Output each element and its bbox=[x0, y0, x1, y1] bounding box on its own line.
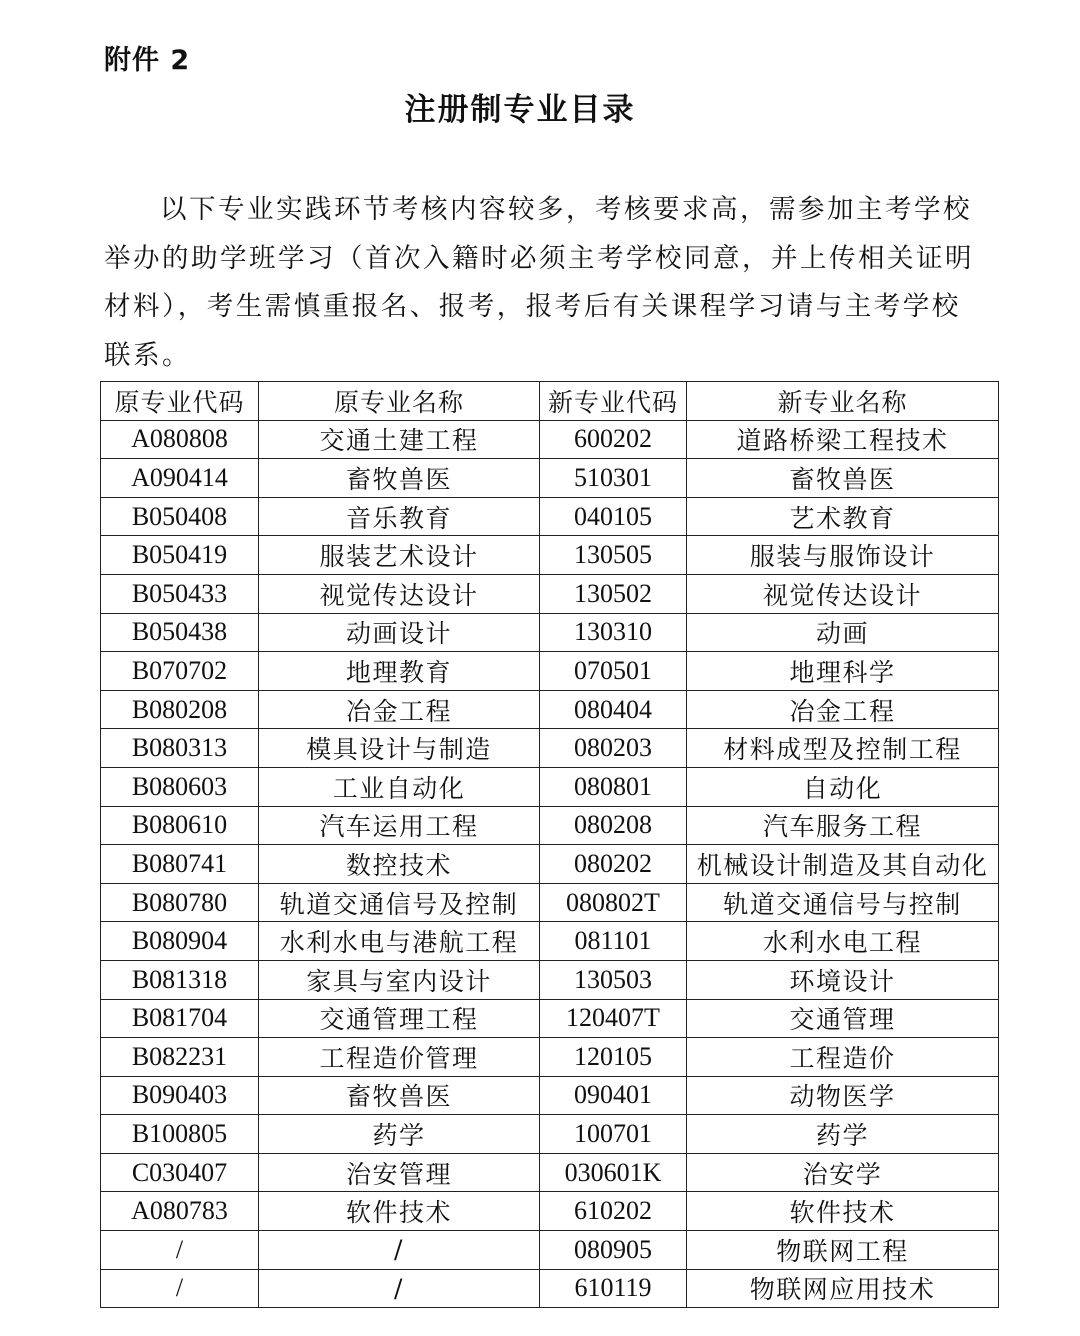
new-code-cell: 130505 bbox=[540, 536, 687, 575]
new-code-cell: 510301 bbox=[540, 459, 687, 498]
new-name-cell: 自动化 bbox=[687, 767, 999, 806]
old-code-cell: B070702 bbox=[101, 652, 259, 691]
old-name-cell: 治安管理 bbox=[259, 1153, 540, 1192]
old-name-cell: 动画设计 bbox=[259, 613, 540, 652]
old-code-cell: B082231 bbox=[101, 1038, 259, 1077]
new-name-cell: 交通管理 bbox=[687, 999, 999, 1038]
new-code-cell: 080404 bbox=[540, 690, 687, 729]
old-code-cell: B081318 bbox=[101, 960, 259, 999]
new-code-cell: 080802T bbox=[540, 883, 687, 922]
old-code-cell: B080904 bbox=[101, 922, 259, 961]
old-code-cell: A080808 bbox=[101, 420, 259, 459]
header-old-code: 原专业代码 bbox=[101, 382, 259, 421]
old-code-cell: B081704 bbox=[101, 999, 259, 1038]
new-name-cell: 地理科学 bbox=[687, 652, 999, 691]
old-name-cell: 畜牧兽医 bbox=[259, 459, 540, 498]
old-name-cell: 交通土建工程 bbox=[259, 420, 540, 459]
new-code-cell: 090401 bbox=[540, 1076, 687, 1115]
old-code-cell: A080783 bbox=[101, 1192, 259, 1231]
old-code-cell: B050419 bbox=[101, 536, 259, 575]
document-title: 注册制专业目录 bbox=[404, 92, 636, 128]
intro-line: 材料），考生需慎重报名、报考，报考后有关课程学习请与主考学校 bbox=[104, 291, 961, 322]
old-code-cell: B080780 bbox=[101, 883, 259, 922]
new-name-cell: 材料成型及控制工程 bbox=[687, 729, 999, 768]
table-row bbox=[101, 574, 999, 613]
old-name-cell: 汽车运用工程 bbox=[259, 806, 540, 845]
new-code-cell: 610202 bbox=[540, 1192, 687, 1231]
table-row bbox=[101, 459, 999, 498]
new-name-cell: 药学 bbox=[687, 1115, 999, 1154]
new-name-cell: 环境设计 bbox=[687, 960, 999, 999]
new-code-cell: 610119 bbox=[540, 1269, 687, 1308]
old-code-cell: B100805 bbox=[101, 1115, 259, 1154]
intro-line: 以下专业实践环节考核内容较多，考核要求高，需参加主考学校 bbox=[160, 194, 972, 225]
old-name-cell: 音乐教育 bbox=[259, 497, 540, 536]
new-name-cell: 动物医学 bbox=[687, 1076, 999, 1115]
table-body bbox=[101, 420, 999, 1308]
new-name-cell: 服装与服饰设计 bbox=[687, 536, 999, 575]
new-name-cell: 物联网工程 bbox=[687, 1231, 999, 1270]
old-code-cell: B050408 bbox=[101, 497, 259, 536]
new-code-cell: 030601K bbox=[540, 1153, 687, 1192]
new-code-cell: 080208 bbox=[540, 806, 687, 845]
new-name-cell: 冶金工程 bbox=[687, 690, 999, 729]
old-name-cell: 冶金工程 bbox=[259, 690, 540, 729]
table-row bbox=[101, 1231, 999, 1270]
old-name-cell: 工程造价管理 bbox=[259, 1038, 540, 1077]
new-code-cell: 080203 bbox=[540, 729, 687, 768]
table-row bbox=[101, 536, 999, 575]
table-row bbox=[101, 883, 999, 922]
new-code-cell: 130503 bbox=[540, 960, 687, 999]
new-code-cell: 040105 bbox=[540, 497, 687, 536]
old-code-cell: / bbox=[101, 1231, 259, 1270]
old-code-cell: B080208 bbox=[101, 690, 259, 729]
table-row bbox=[101, 1192, 999, 1231]
attachment-label: 附件 2 bbox=[104, 45, 191, 76]
new-name-cell: 汽车服务工程 bbox=[687, 806, 999, 845]
old-name-cell: 数控技术 bbox=[259, 845, 540, 884]
header-old-name: 原专业名称 bbox=[259, 382, 540, 421]
new-code-cell: 081101 bbox=[540, 922, 687, 961]
new-code-cell: 100701 bbox=[540, 1115, 687, 1154]
new-name-cell: 艺术教育 bbox=[687, 497, 999, 536]
table-row bbox=[101, 1076, 999, 1115]
new-code-cell: 080801 bbox=[540, 767, 687, 806]
new-name-cell: 视觉传达设计 bbox=[687, 574, 999, 613]
new-code-cell: 130502 bbox=[540, 574, 687, 613]
old-name-cell: 软件技术 bbox=[259, 1192, 540, 1231]
old-code-cell: B050433 bbox=[101, 574, 259, 613]
table-row bbox=[101, 420, 999, 459]
new-code-cell: 080202 bbox=[540, 845, 687, 884]
new-code-cell: 080905 bbox=[540, 1231, 687, 1270]
old-name-cell: 服装艺术设计 bbox=[259, 536, 540, 575]
table-row bbox=[101, 1038, 999, 1077]
old-name-cell: 地理教育 bbox=[259, 652, 540, 691]
majors-table bbox=[100, 381, 999, 1308]
old-name-cell: 工业自动化 bbox=[259, 767, 540, 806]
table-row bbox=[101, 729, 999, 768]
table-row bbox=[101, 1153, 999, 1192]
old-code-cell: A090414 bbox=[101, 459, 259, 498]
table-row bbox=[101, 613, 999, 652]
table-row bbox=[101, 1115, 999, 1154]
table-row bbox=[101, 497, 999, 536]
new-name-cell: 机械设计制造及其自动化 bbox=[687, 845, 999, 884]
old-name-cell: / bbox=[259, 1231, 540, 1270]
old-name-cell: 畜牧兽医 bbox=[259, 1076, 540, 1115]
old-name-cell: / bbox=[259, 1269, 540, 1308]
header-new-code: 新专业代码 bbox=[540, 382, 687, 421]
old-code-cell: B080610 bbox=[101, 806, 259, 845]
new-name-cell: 水利水电工程 bbox=[687, 922, 999, 961]
new-name-cell: 道路桥梁工程技术 bbox=[687, 420, 999, 459]
old-code-cell: B090403 bbox=[101, 1076, 259, 1115]
table-row bbox=[101, 806, 999, 845]
old-code-cell: B080313 bbox=[101, 729, 259, 768]
intro-line: 联系。 bbox=[104, 339, 191, 371]
new-name-cell: 轨道交通信号与控制 bbox=[687, 883, 999, 922]
table-row bbox=[101, 999, 999, 1038]
intro-line: 举办的助学班学习（首次入籍时必须主考学校同意，并上传相关证明 bbox=[104, 242, 974, 274]
table-row bbox=[101, 767, 999, 806]
new-name-cell: 物联网应用技术 bbox=[687, 1269, 999, 1308]
new-code-cell: 120407T bbox=[540, 999, 687, 1038]
header-new-name: 新专业名称 bbox=[687, 382, 999, 421]
old-code-cell: / bbox=[101, 1269, 259, 1308]
old-code-cell: B050438 bbox=[101, 613, 259, 652]
new-code-cell: 120105 bbox=[540, 1038, 687, 1077]
table-row bbox=[101, 1269, 999, 1308]
table-row bbox=[101, 960, 999, 999]
old-name-cell: 水利水电与港航工程 bbox=[259, 922, 540, 961]
new-name-cell: 工程造价 bbox=[687, 1038, 999, 1077]
new-code-cell: 130310 bbox=[540, 613, 687, 652]
old-code-cell: B080741 bbox=[101, 845, 259, 884]
table-header-row bbox=[101, 382, 999, 421]
old-name-cell: 家具与室内设计 bbox=[259, 960, 540, 999]
old-name-cell: 模具设计与制造 bbox=[259, 729, 540, 768]
old-name-cell: 药学 bbox=[259, 1115, 540, 1154]
new-code-cell: 070501 bbox=[540, 652, 687, 691]
table-row bbox=[101, 690, 999, 729]
table-row bbox=[101, 922, 999, 961]
new-name-cell: 软件技术 bbox=[687, 1192, 999, 1231]
intro-paragraph bbox=[104, 186, 974, 380]
new-code-cell: 600202 bbox=[540, 420, 687, 459]
new-name-cell: 动画 bbox=[687, 613, 999, 652]
old-name-cell: 视觉传达设计 bbox=[259, 574, 540, 613]
old-code-cell: C030407 bbox=[101, 1153, 259, 1192]
old-name-cell: 轨道交通信号及控制 bbox=[259, 883, 540, 922]
old-name-cell: 交通管理工程 bbox=[259, 999, 540, 1038]
old-code-cell: B080603 bbox=[101, 767, 259, 806]
new-name-cell: 畜牧兽医 bbox=[687, 459, 999, 498]
table-row bbox=[101, 652, 999, 691]
new-name-cell: 治安学 bbox=[687, 1153, 999, 1192]
table-row bbox=[101, 845, 999, 884]
